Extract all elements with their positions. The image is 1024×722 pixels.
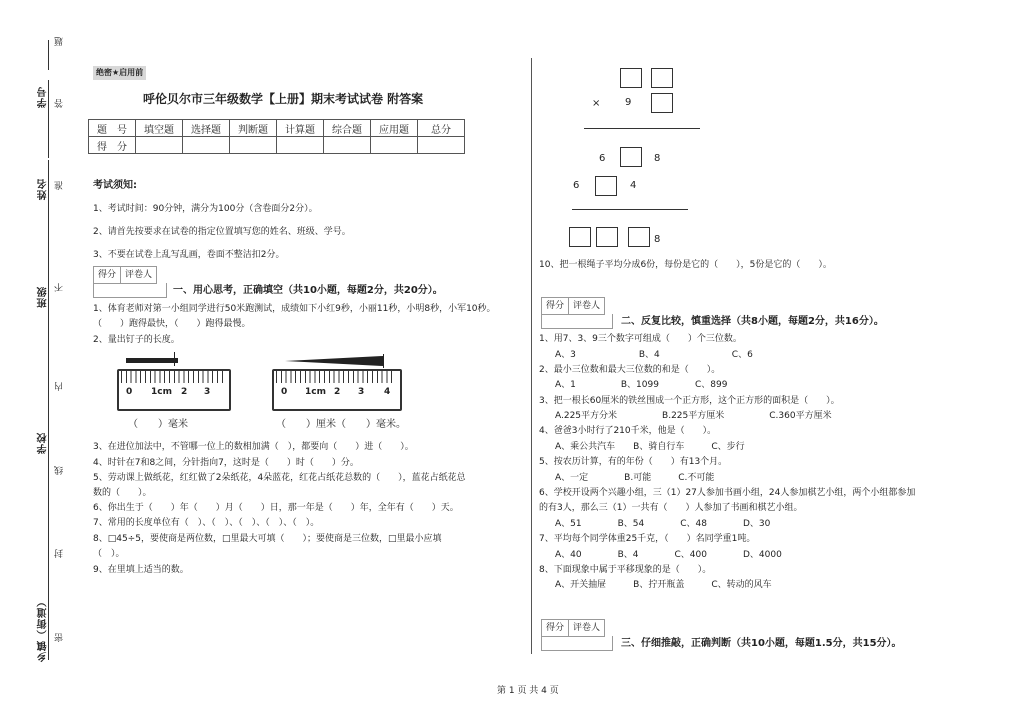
section1-heading: 一、用心思考，正确填空（共10小题，每题2分，共20分）。 xyxy=(173,285,443,296)
score-table-score-row xyxy=(89,137,465,154)
digit-6: 6 xyxy=(573,180,580,191)
grader-score-label: 得分 xyxy=(542,298,569,314)
score-cell[interactable] xyxy=(418,137,465,154)
margin-label-xian: 线 xyxy=(55,465,65,475)
notice-item: 3、不要在试卷上乱写乱画，卷面不整洁扣2分。 xyxy=(93,250,285,260)
score-cell[interactable] xyxy=(277,137,324,154)
digit-9: 9 xyxy=(625,97,632,108)
question-10: 10、把一根绳子平均分成6份，每份是它的（ ），5份是它的（ ）。 xyxy=(539,260,832,270)
section2-option: A、1 B、1099 C、899 xyxy=(555,380,728,390)
score-cell[interactable] xyxy=(136,137,183,154)
section2-line: 8、下面现象中属于平移现象的是（ ）。 xyxy=(539,565,712,575)
answer-box[interactable] xyxy=(595,176,617,196)
question-6: 6、你出生于（ ）年（ ）月（ ）日，那一年是（ ）年，全年有（ ）天。 xyxy=(93,503,459,513)
score-cell[interactable] xyxy=(371,137,418,154)
exam-title: 呼伦贝尔市三年级数学【上册】期末考试试卷 附答案 xyxy=(143,92,424,106)
margin-label-student-id: 学号 xyxy=(38,86,49,108)
notice-item: 2、请首先按要求在试卷的指定位置填写您的姓名、班级、学号。 xyxy=(93,227,351,237)
margin-label-bu: 不 xyxy=(55,282,65,292)
margin-label-ti: 题 xyxy=(55,36,65,46)
grader-blank xyxy=(541,314,613,329)
margin-label-name: 姓名 xyxy=(38,178,49,200)
score-header-cell: 综合题 xyxy=(324,120,371,137)
answer-box[interactable] xyxy=(651,68,673,88)
section2-option: A.225平方分米 B.225平方厘米 C.360平方厘米 xyxy=(555,411,832,421)
grader-score-label: 得分 xyxy=(542,620,569,636)
section2-line: 1、用7、3、9三个数字可组成（ ）个三位数。 xyxy=(539,334,742,344)
question-1: 1、体育老师对第一小组同学进行50米跑测试，成绩如下小红9秒，小丽11秒，小明8秒，小军10秒。 xyxy=(93,304,496,314)
section2-line: 2、最小三位数和最大三位数的和是（ ）。 xyxy=(539,365,721,375)
question-8: 8、□45÷5，要使商是两位数，□里最大可填（ ）；要使商是三位数，□里最小应填 xyxy=(93,534,442,544)
margin-label-feng: 封 xyxy=(55,548,65,558)
section2-line: 4、爸爸3小时行了210千米，他是（ ）。 xyxy=(539,426,717,436)
answer-box[interactable] xyxy=(620,68,642,88)
confidential-stamp: 绝密★启用前 xyxy=(93,66,146,80)
digit-6: 6 xyxy=(599,153,606,164)
section2-line: 6、学校开设两个兴趣小组，三（1）27人参加书画小组，24人参加棋艺小组，两个小组都参加 xyxy=(539,488,916,498)
question-5: 5、劳动课上做纸花，红红做了2朵纸花，4朵蓝花，红花占纸花总数的（ ），蓝花占纸花总 xyxy=(93,473,466,483)
grader-reviewer-label: 评卷人 xyxy=(573,623,601,633)
calc-rule xyxy=(584,128,700,129)
section2-line: 7、平均每个同学体重25千克，（ ）名同学重1吨。 xyxy=(539,534,756,544)
section2-line: 的有3人，那么三（1）一共有（ ）人参加了书画和棋艺小组。 xyxy=(539,503,803,513)
score-header-cell: 总分 xyxy=(418,120,465,137)
grader-reviewer-label: 评卷人 xyxy=(125,270,153,280)
question-2-answer-a: （ ）毫米 xyxy=(128,419,188,430)
score-row-label: 得 分 xyxy=(89,137,136,154)
section2-option: A、一定 B.可能 C.不可能 xyxy=(555,473,715,483)
grader-blank xyxy=(93,283,167,298)
score-table-header-row xyxy=(89,120,465,137)
score-header-cell: 应用题 xyxy=(371,120,418,137)
score-header-cell: 判断题 xyxy=(230,120,277,137)
answer-box[interactable] xyxy=(628,227,650,247)
margin-label-township: 乡镇（街道） xyxy=(38,596,49,662)
grader-box xyxy=(541,297,605,315)
question-9: 9、在里填上适当的数。 xyxy=(93,565,189,575)
page-footer: 第 1 页 共 4 页 xyxy=(497,686,559,696)
digit-8: 8 xyxy=(654,234,661,245)
question-2-answer-b: （ ）厘米（ ）毫米。 xyxy=(276,419,406,430)
times-sign: × xyxy=(592,98,601,109)
grader-box xyxy=(541,619,605,637)
margin-label-da: 答 xyxy=(55,98,65,108)
column-divider xyxy=(531,58,532,654)
section2-line: 5、按农历计算，有的年份（ ）有13个月。 xyxy=(539,457,728,467)
question-3: 3、在进位加法中，不管哪一位上的数相加满（ ），都要向（ ）进（ ）。 xyxy=(93,442,414,452)
score-header-cell: 题 号 xyxy=(89,120,136,137)
section2-option: A、40 B、4 C、400 D、4000 xyxy=(555,550,782,560)
digit-8: 8 xyxy=(654,153,661,164)
answer-box[interactable] xyxy=(596,227,618,247)
section2-option: A、开关抽屉 B、拧开瓶盖 C、转动的风车 xyxy=(555,580,772,590)
question-4: 4、时针在7和8之间，分针指向7，这时是（ ）时（ ）分。 xyxy=(93,458,359,468)
notice-title: 考试须知: xyxy=(93,180,137,191)
calc-rule xyxy=(572,209,688,210)
notice-item: 1、考试时间：90分钟，满分为100分（含卷面分2分）。 xyxy=(93,204,318,214)
answer-box[interactable] xyxy=(569,227,591,247)
margin-label-zhun: 准 xyxy=(55,180,65,190)
digit-4: 4 xyxy=(630,180,637,191)
question-5-continued: 数的（ ）。 xyxy=(93,488,152,498)
section2-option: A、3 B、4 C、6 xyxy=(555,350,753,360)
grader-reviewer-label: 评卷人 xyxy=(573,301,601,311)
section2-heading: 二、反复比较，慎重选择（共8小题，每题2分，共16分）。 xyxy=(621,316,884,327)
section2-line: 3、把一根长60厘米的铁丝围成一个正方形，这个正方形的面积是（ ）。 xyxy=(539,396,840,406)
score-header-cell: 选择题 xyxy=(183,120,230,137)
margin-label-mi: 密 xyxy=(55,632,65,642)
grader-score-label: 得分 xyxy=(94,267,121,283)
score-header-cell: 计算题 xyxy=(277,120,324,137)
margin-label-class: 班级 xyxy=(38,286,49,308)
section2-option: A、51 B、54 C、48 D、30 xyxy=(555,519,771,529)
margin-label-nei: 内 xyxy=(55,381,65,391)
question-8-continued: （ ）。 xyxy=(93,549,125,559)
margin-label-school: 学校 xyxy=(38,432,49,454)
score-table xyxy=(88,119,465,154)
score-cell[interactable] xyxy=(183,137,230,154)
grader-box xyxy=(93,266,157,284)
question-2: 2、量出钉子的长度。 xyxy=(93,335,180,345)
section2-option: A、乘公共汽车 B、骑自行车 C、步行 xyxy=(555,442,745,452)
question-7: 7、常用的长度单位有（ ）、（ ）、（ ）、（ ）、（ ）。 xyxy=(93,518,320,528)
score-cell[interactable] xyxy=(230,137,277,154)
question-1-answer-line: （ ）跑得最快，（ ）跑得最慢。 xyxy=(93,319,251,329)
section3-heading: 三、仔细推敲，正确判断（共10小题，每题1.5分，共15分）。 xyxy=(621,638,902,649)
score-cell[interactable] xyxy=(324,137,371,154)
grader-blank xyxy=(541,636,613,651)
score-header-cell: 填空题 xyxy=(136,120,183,137)
answer-box[interactable] xyxy=(620,147,642,167)
answer-box[interactable] xyxy=(651,93,673,113)
